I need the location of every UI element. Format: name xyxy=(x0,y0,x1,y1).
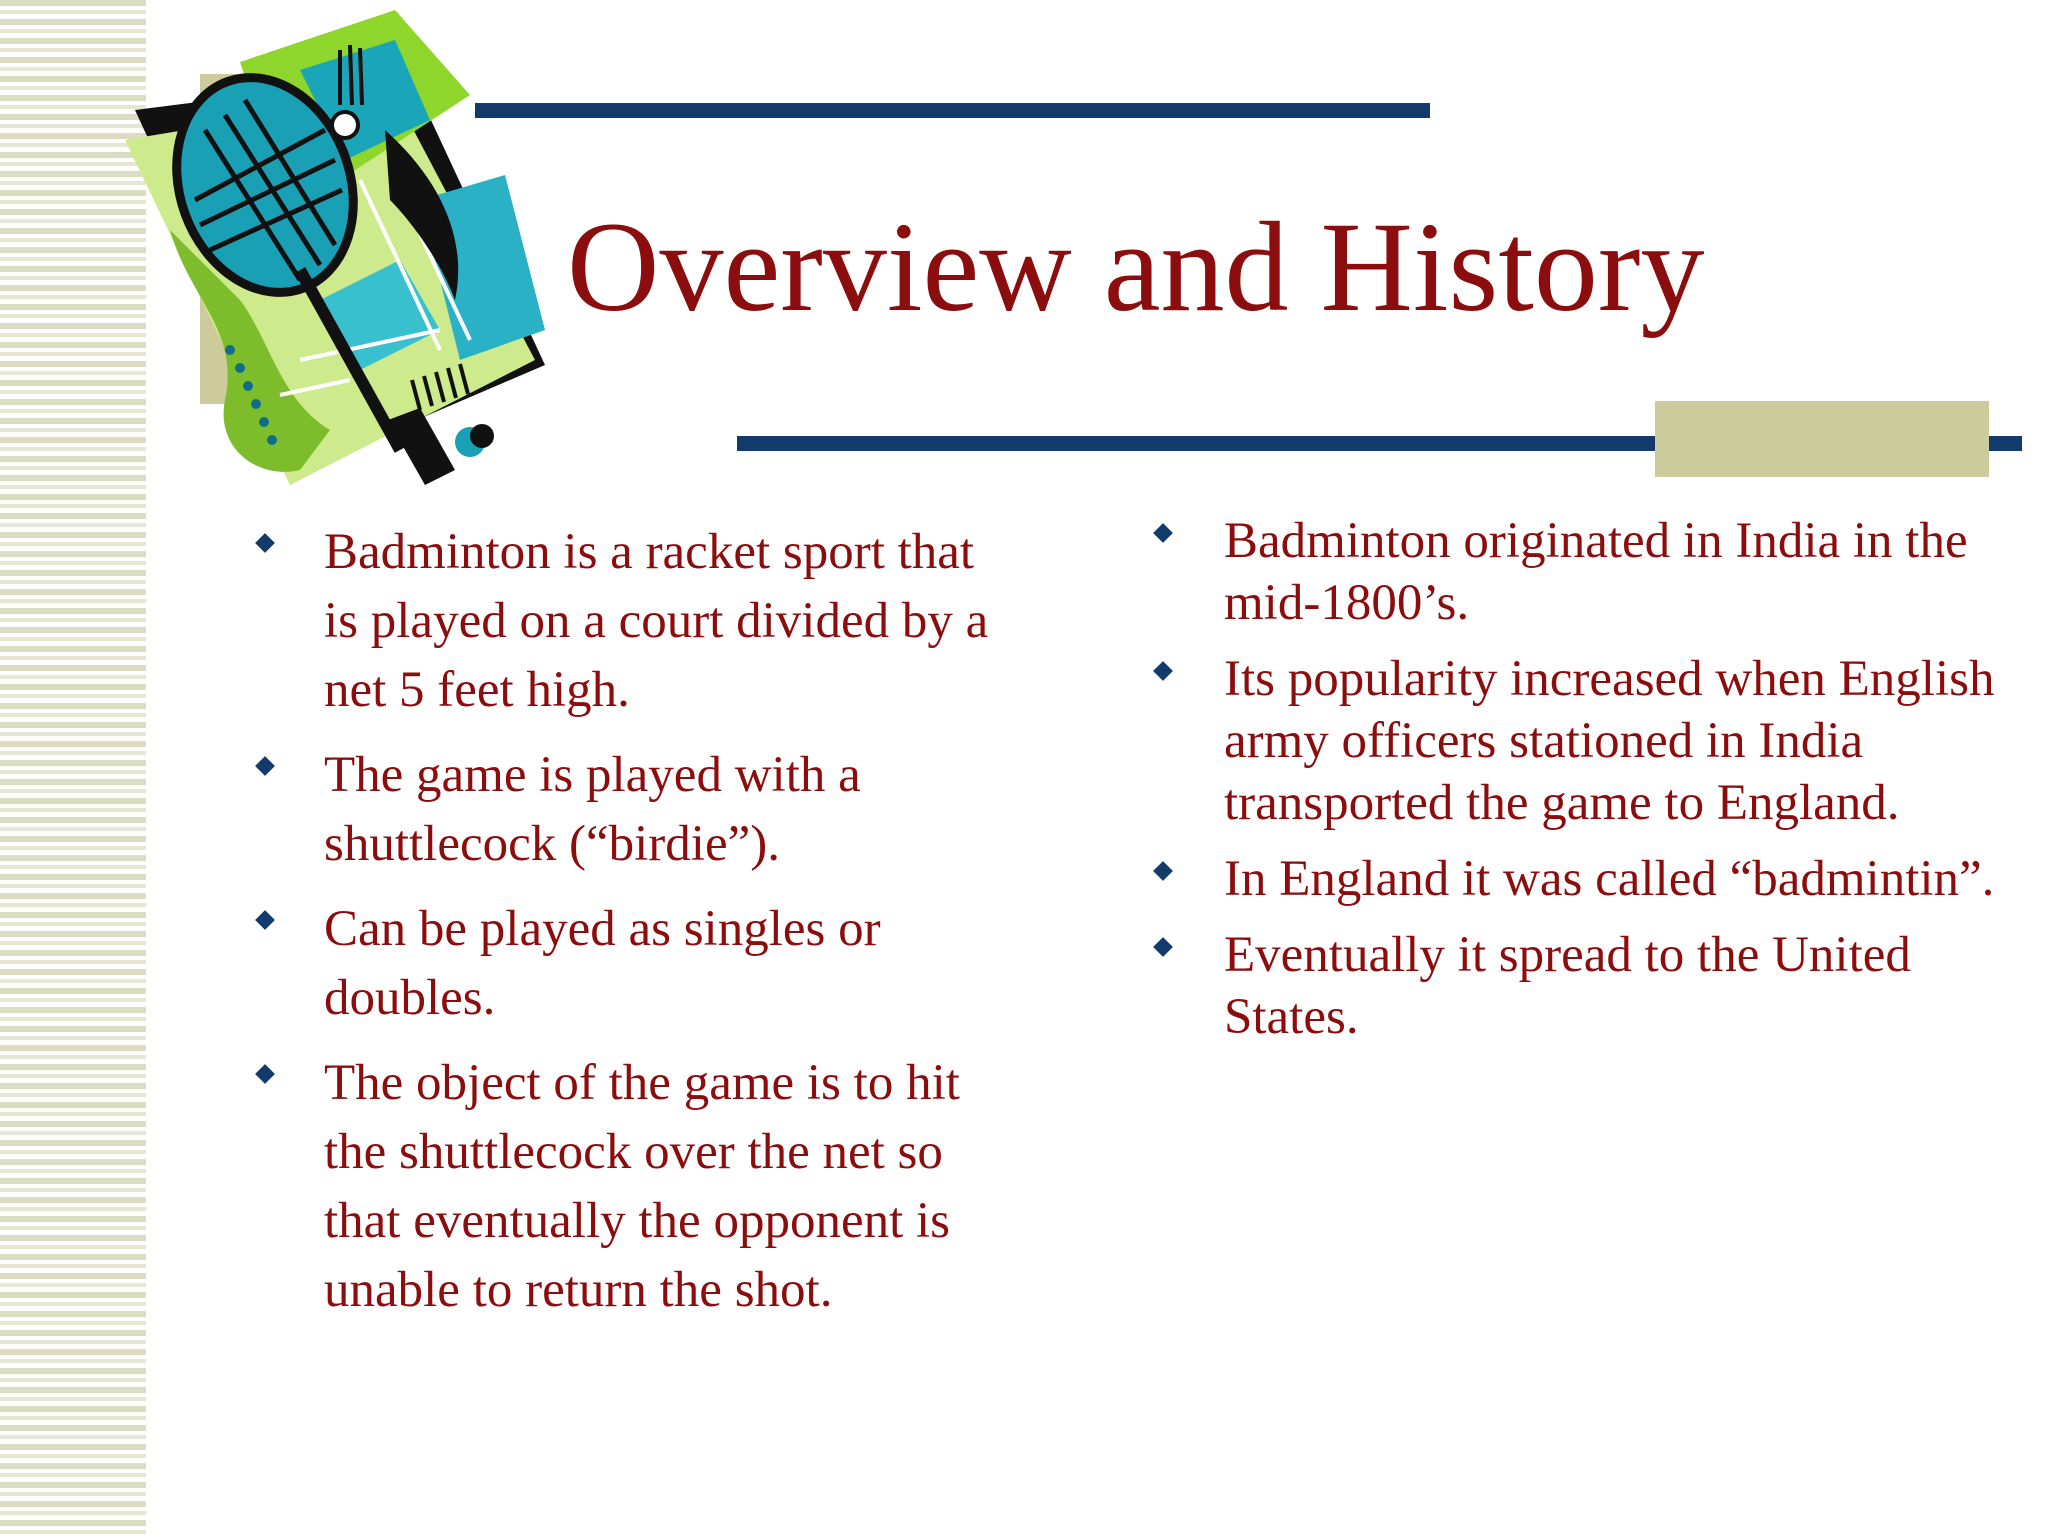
bullet-text: Eventually it spread to the United States. xyxy=(1224,927,1911,1045)
diamond-bullet-icon xyxy=(255,1064,275,1084)
diamond-bullet-icon xyxy=(1153,861,1173,881)
diamond-bullet-icon xyxy=(255,533,275,553)
right-bullet-item xyxy=(1148,848,2008,910)
badminton-racket-clipart xyxy=(110,0,570,500)
bullet-text: Its popularity increased when English army officers stationed in India transported the game to England. xyxy=(1224,651,1995,831)
bullet-text: Badminton originated in India in the mid-1800’s. xyxy=(1224,513,1968,631)
diamond-bullet-icon xyxy=(1153,523,1173,543)
left-bullet-item xyxy=(250,741,1010,879)
bullet-text: In England it was called “badmintin”. xyxy=(1224,851,1995,907)
right-bullet-item xyxy=(1148,924,2008,1048)
bullet-text: The game is played with a shuttlecock (“birdie”). xyxy=(324,747,861,872)
diamond-bullet-icon xyxy=(255,756,275,776)
right-bullet-item xyxy=(1148,510,2008,634)
bullet-text: The object of the game is to hit the shuttlecock over the net so that eventually the opponent is unable to return the shot. xyxy=(324,1055,960,1318)
left-bullet-list xyxy=(250,518,1010,1341)
bullet-text: Badminton is a racket sport that is played on a court divided by a net 5 feet high. xyxy=(324,524,989,718)
bullet-text: Can be played as singles or doubles. xyxy=(324,901,881,1026)
diamond-bullet-icon xyxy=(1153,661,1173,681)
slide-title: Overview and History xyxy=(567,196,1705,338)
right-bullet-item xyxy=(1148,648,2008,834)
top-rule xyxy=(475,103,1430,118)
accent-block xyxy=(1655,401,1989,477)
left-bullet-item xyxy=(250,1049,1010,1325)
diamond-bullet-icon xyxy=(1153,937,1173,957)
right-bullet-list xyxy=(1148,510,2008,1062)
clipart-circle-black xyxy=(470,424,494,448)
clipart-shuttlecock xyxy=(332,112,358,138)
left-bullet-item xyxy=(250,895,1010,1033)
diamond-bullet-icon xyxy=(255,910,275,930)
left-bullet-item xyxy=(250,518,1010,725)
